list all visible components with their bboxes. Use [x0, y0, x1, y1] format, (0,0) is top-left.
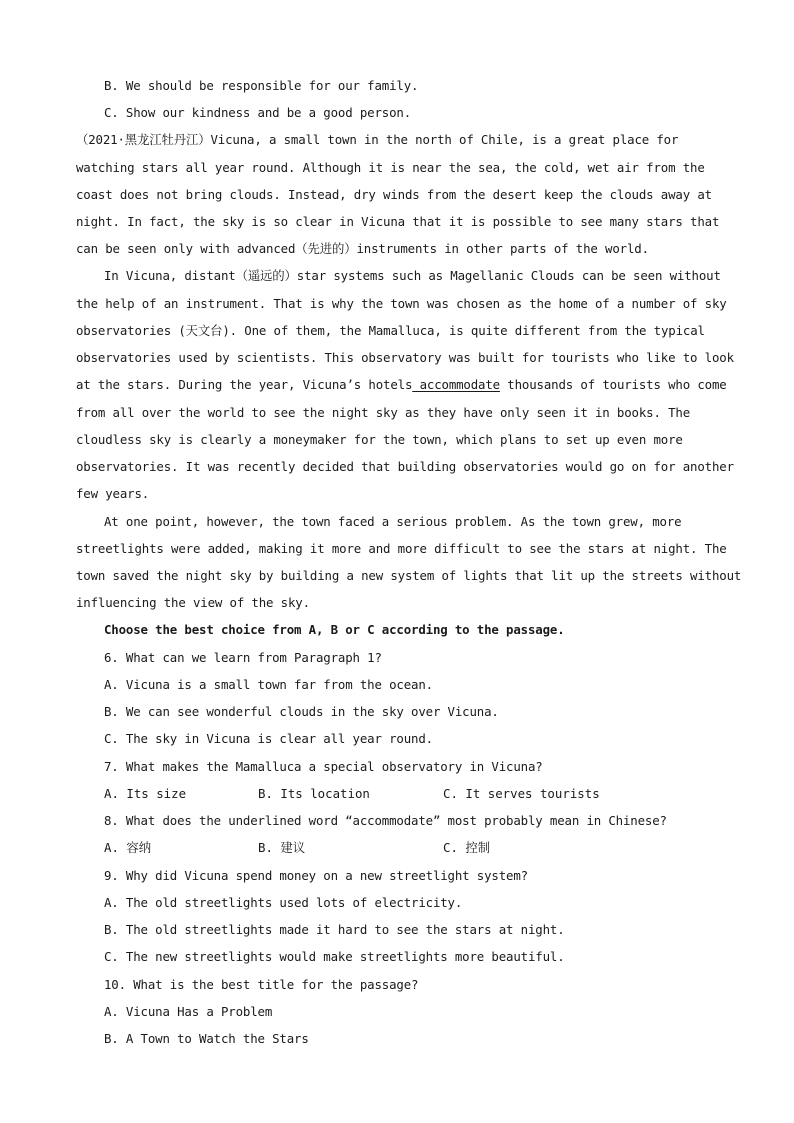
option-c: C. 控制 — [443, 840, 491, 855]
passage-line: observatories used by scientists. This observatory was built for tourists who like to look — [76, 350, 734, 365]
passage-line: observatories (天文台). One of them, the Mamalluca, is quite different from the typical — [76, 323, 705, 338]
option-a: A. The old streetlights used lots of electricity. — [104, 895, 463, 910]
option-b: B. We can see wonderful clouds in the sky over Vicuna. — [104, 704, 499, 719]
passage-line: few years. — [76, 486, 150, 501]
option-b: B. The old streetlights made it hard to see the stars at night. — [104, 922, 565, 937]
passage-line — [76, 377, 727, 393]
underlined-word-accommodate: accommodate — [412, 377, 500, 392]
option-b: B. Its location — [258, 786, 370, 801]
question-stem: 8. What does the underlined word “accommodate” most probably mean in Chinese? — [104, 813, 667, 828]
question-stem: 6. What can we learn from Paragraph 1? — [104, 650, 382, 665]
passage-line: observatories. It was recently decided that building observatories would go on for another — [76, 459, 734, 474]
passage-line: the help of an instrument. That is why the town was chosen as the home of a number of sky — [76, 296, 727, 311]
passage-line: streetlights were added, making it more and more difficult to see the stars at night. The — [76, 541, 727, 556]
question-stem: 7. What makes the Mamalluca a special observatory in Vicuna? — [104, 759, 543, 774]
passage-line: can be seen only with advanced（先进的）instruments in other parts of the world. — [76, 241, 649, 256]
passage-line: At one point, however, the town faced a serious problem. As the town grew, more — [104, 514, 682, 529]
option-a: A. Vicuna Has a Problem — [104, 1004, 273, 1019]
option-b: B. 建议 — [258, 840, 306, 855]
passage-line: night. In fact, the sky is so clear in Vicuna that it is possible to see many stars that — [76, 214, 720, 229]
prev-option-c: C. Show our kindness and be a good person. — [104, 105, 412, 120]
prev-option-b: B. We should be responsible for our family. — [104, 78, 419, 93]
question-stem: 10. What is the best title for the passage? — [104, 977, 419, 992]
options-row — [104, 840, 724, 856]
option-a: A. Its size — [104, 786, 187, 801]
passage-line: influencing the view of the sky. — [76, 595, 310, 610]
passage-line: from all over the world to see the night sky as they have only seen it in books. The — [76, 405, 691, 420]
option-b: B. A Town to Watch the Stars — [104, 1031, 309, 1046]
passage-line: town saved the night sky by building a new system of lights that lit up the streets without — [76, 568, 742, 583]
option-a: A. Vicuna is a small town far from the ocean. — [104, 677, 433, 692]
passage-line: cloudless sky is clearly a moneymaker for the town, which plans to set up even more — [76, 432, 683, 447]
option-c: C. It serves tourists — [443, 786, 600, 801]
passage-line: In Vicuna, distant（遥远的）star systems such as Magellanic Clouds can be seen without — [104, 268, 721, 283]
passage-line: （2021·黑龙江牡丹江）Vicuna, a small town in the north of Chile, is a great place for — [76, 132, 679, 147]
passage-line: watching stars all year round. Although it is near the sea, the cold, wet air from the — [76, 160, 705, 175]
option-a: A. 容纳 — [104, 840, 152, 855]
option-c: C. The new streetlights would make streetlights more beautiful. — [104, 949, 565, 964]
instruction-text: Choose the best choice from A, B or C according to the passage. — [104, 622, 565, 637]
option-c: C. The sky in Vicuna is clear all year round. — [104, 731, 433, 746]
passage-line: coast does not bring clouds. Instead, dry winds from the desert keep the clouds away at — [76, 187, 712, 202]
options-row — [104, 786, 724, 802]
passage-text: at the stars. During the year, Vicuna’s hotels — [76, 377, 413, 392]
passage-text: thousands of tourists who come — [499, 377, 727, 392]
question-stem: 9. Why did Vicuna spend money on a new streetlight system? — [104, 868, 528, 883]
